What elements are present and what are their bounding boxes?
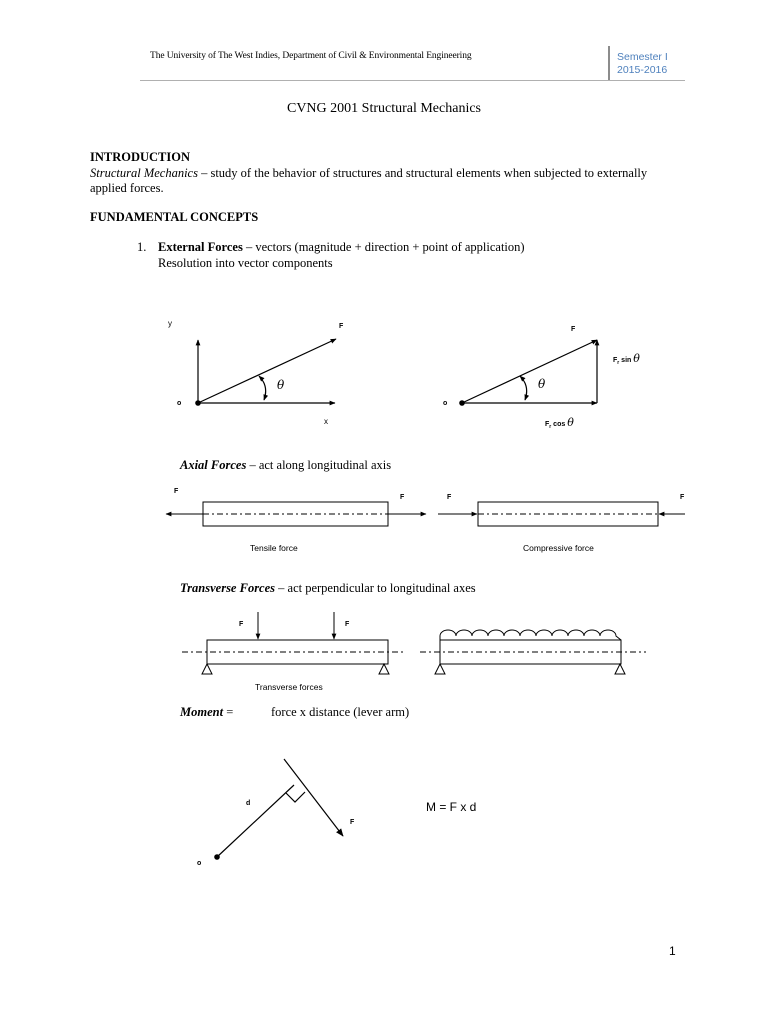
moment-description: force x distance (lever arm): [271, 705, 410, 719]
left-x-label: x: [324, 417, 328, 426]
line-of-action: [284, 759, 343, 836]
support-right: [379, 664, 389, 674]
tensile-caption: Tensile force: [250, 543, 298, 553]
tensile-f-left: F: [174, 488, 179, 495]
resolution-text: Resolution into vector components: [158, 256, 333, 270]
document-title: CVNG 2001 Structural Mechanics: [286, 101, 482, 116]
fcos-sub: r: [549, 424, 552, 430]
fcos-theta: θ: [567, 416, 574, 429]
right-o-label: o: [443, 400, 448, 407]
tensile-member: [166, 502, 426, 526]
vector-diagram-left: [196, 339, 336, 405]
transverse-forces-term: Transverse Forces: [180, 581, 276, 595]
fsin-f: F: [613, 357, 618, 364]
tensile-f-right: F: [400, 494, 405, 501]
theta-arc: [259, 376, 266, 400]
external-forces-term: External Forces: [158, 240, 243, 254]
support-left: [202, 664, 212, 674]
right-angle-mark: [286, 792, 305, 802]
right-f-label: F: [571, 326, 576, 333]
transverse-forces-definition: – act perpendicular to longitudinal axes: [275, 581, 476, 595]
force-vector: [198, 339, 336, 403]
support-right-2: [615, 664, 625, 674]
header-semester: Semester I: [617, 51, 668, 63]
fsin-rest: sin: [619, 357, 634, 364]
fsin-theta: θ: [633, 352, 640, 365]
page-number: 1: [669, 944, 676, 958]
list-item-number: 1.: [137, 240, 147, 254]
moment-d-label: d: [246, 800, 251, 807]
external-forces-definition: – vectors (magnitude + direction + point of application): [242, 240, 525, 254]
axial-forces-term: Axial Forces: [180, 458, 247, 472]
transverse-point-load-beam: [182, 612, 404, 674]
fundamental-heading: FUNDAMENTAL CONCEPTS: [90, 210, 259, 224]
axial-forces-definition: – act along longitudinal axis: [246, 458, 392, 472]
header-year: 2015-2016: [617, 64, 668, 76]
moment-equals: =: [223, 705, 234, 719]
fsin-label: [613, 352, 640, 366]
theta-arc-right: [520, 376, 527, 400]
left-o-label: o: [177, 400, 182, 407]
compressive-f-left: F: [447, 494, 452, 501]
vector-diagram-right: [460, 340, 597, 405]
moment-origin: [215, 855, 219, 859]
moment-term: Moment: [180, 705, 224, 719]
moment-f-label: F: [350, 819, 355, 826]
compressive-member: [438, 502, 685, 526]
origin-point: [196, 401, 200, 405]
right-theta-label: θ: [538, 377, 546, 391]
fcos-rest: cos: [551, 421, 568, 428]
origin-point-right: [460, 401, 464, 405]
compressive-caption: Compressive force: [523, 543, 594, 553]
introduction-heading: INTRODUCTION: [90, 150, 191, 164]
force-vector-right: [462, 340, 597, 403]
distributed-load: [440, 630, 621, 640]
lever-arm: [217, 785, 294, 857]
left-theta-label: θ: [277, 378, 285, 392]
fcos-f: F: [545, 421, 550, 428]
moment-formula: M = F x d: [426, 800, 477, 814]
transverse-caption: Transverse forces: [255, 682, 323, 692]
fcos-label: [545, 416, 574, 430]
left-f-label: F: [339, 323, 344, 330]
transverse-f1: F: [239, 621, 244, 628]
header-university: The University of The West Indies, Department of Civil & Environmental Engineering: [150, 51, 472, 61]
support-left-2: [435, 664, 445, 674]
introduction-definition: – study of the behavior of structures and structural elements when subjected to externally applied forces.: [90, 166, 648, 195]
compressive-f-right: F: [680, 494, 685, 501]
introduction-term: Structural Mechanics: [90, 166, 198, 180]
moment-diagram: [215, 759, 343, 859]
moment-o-label: o: [197, 860, 202, 867]
left-y-label: y: [168, 319, 172, 328]
transverse-f2: F: [345, 621, 350, 628]
transverse-distributed-load-beam: [420, 630, 646, 674]
fsin-sub: r: [617, 360, 620, 366]
